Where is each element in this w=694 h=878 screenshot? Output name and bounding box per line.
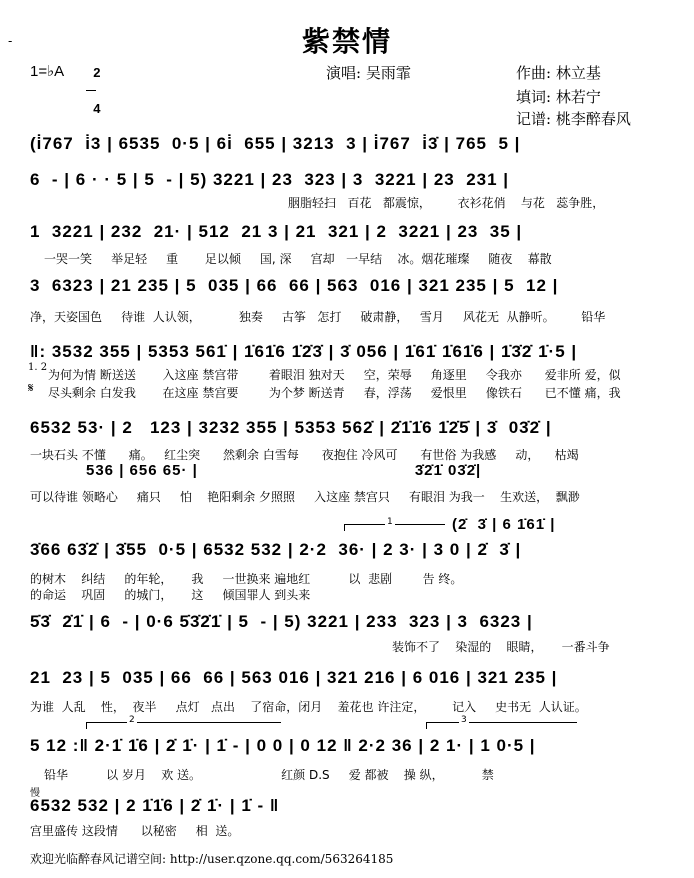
score-line-4: 3 6323 | 21 235 | 5 035 | 66 66 | 563 016 | 321 235 | 5 12 | [30,276,559,295]
time-top: 2 [93,65,101,80]
lyrics-line-8: 装饰不了 染湿的 眼睛， 一番斗争 [392,640,610,654]
key-signature: 1=♭A [30,63,65,80]
lyrics-line-3: 一哭一笑 举足轻 重 足以倾 国, 深 宫却 一早结 冰。烟花璀璨 随夜 幕散 [44,252,552,266]
lyrics-line-2: 胭脂轻扫 百花 都震惊， 衣衫花俏 与花 蕊争胜， [288,196,605,210]
segno-sign: 𝄋 [28,381,34,396]
volta-1-bracket: 1 [344,524,445,531]
lyrics-line-7-verse-1: 的树木 纠结 的年轮， 我 一世换来 遍地红 以 悲剧 告 终。 [30,572,463,586]
volta-3-bracket: 3 [426,722,577,729]
lyrics-line-9: 为谁 人乱 性， 夜半 点灯 点出 了宿命，闭月 羞花也 许注定， 记入 史书无 人认证。 [30,700,587,714]
repeat-ending-mark: 1. 2 [28,362,48,373]
footer-credit: 欢迎光临醉春风记谱空间: http://user.qzone.qq.com/563264185 [30,852,394,866]
lyricist-credit: 填词: 林若宁 [516,88,601,106]
transcriber-credit: 记谱: 桃李醉春风 [516,110,631,128]
composer-credit: 作曲: 林立基 [516,64,601,82]
score-line-6-alt: 536 | 656 65· | 3̇2̇1̇ 03̇2̇| [86,462,482,479]
score-line-5: ‖: 3532 355 | 5353 561̇ | 1̇61̇6 1̇2̇3̇ | 3̇ 056 | 1̇61̇ 1̇61̇6 | 1̇3̇2̇ 1̇·5 | [30,342,578,361]
song-title: 紫禁情 [301,25,392,58]
time-signature [86,56,100,114]
page-mark: - [8,34,13,48]
interlude-notes: (2̇ 3̇ | 6 1̇61̇ | [452,516,556,533]
lyrics-line-6-alt: 可以待谁 领略心 痛只 怕 艳阳剩余 夕照照 入这座 禁宫只 有眼泪 为我一 生欢送， 飘渺 [30,490,580,504]
score-line-8: 5̇3̇ 2̇1̇ | 6 - | 0·6 5̇3̇2̇1̇ | 5 - | 5) 3221 | 233 323 | 3 6323 | [30,612,533,631]
volta-2-bracket: 2 [86,722,281,729]
time-bottom: 4 [93,101,101,116]
lyrics-line-5-verse-1: 为何为情 断送送 入这座 禁宫带 着眼泪 独对天 空，荣辱 角逐里 令我亦 爱非所 爱，似 [48,368,621,382]
score-line-3: 1 3221 | 232 21· | 512 21 3 | 21 321 | 2 3221 | 23 35 | [30,222,523,241]
lyrics-line-4: 净，天姿国色 待谁 人认领， 独奏 古筝 怎打 破肃静， 雪月 风花无 从静听。 铅华 [30,310,606,324]
lyrics-line-5-verse-2: 尽头剩余 白发我 在这座 禁宫要 为个梦 断送青 春，浮荡 爱恨里 像铁石 已不懂 痛，我 [48,386,621,400]
tempo-mark: 慢 [30,788,40,799]
score-line-6: 6532 53· | 2 123 | 3232 355 | 5353 562̇ | 2̇1̇1̇6 1̇2̇5̇ | 3̇ 03̇2̇ | [30,418,552,437]
score-line-9: 21 23 | 5 035 | 66 66 | 563 016 | 321 216 | 6 016 | 321 235 | [30,668,558,687]
score-line-11: 6532 532 | 2 1̇1̇6 | 2̇ 1̇· | 1̇ - ‖ [30,796,280,815]
score-line-1: (i̇767 i̇3 | 6535 0·5 | 6i̇ 655 | 3213 3 | i̇767 i̇3̇ | 765 5 | [30,134,521,153]
lyrics-line-10: 铅华 以 岁月 欢 送。 红颜 D.S 爱 都被 操 纵， 禁 [44,768,494,782]
score-line-7: 3̇66 63̇2̇ | 3̇55 0·5 | 6532 532 | 2·2 36· | 2 3· | 3 0 | 2̇ 3̇ | [30,540,522,559]
score-line-10: 5 12 :‖ 2·1̇ 1̇6 | 2̇ 1̇· | 1̇ - | 0 0 | 0 12 ‖ 2·2 36 | 2 1· | 1 0·5 | [30,736,536,755]
singer-credit: 演唱: 吴雨霏 [326,64,411,82]
lyrics-line-6: 一块石头 不懂 痛。 红尘突 然剩余 白雪每 夜抱住 冷风可 有世俗 为我感 动， 枯竭 [30,448,579,462]
lyrics-line-7-verse-2: 的命运 巩固 的城门， 这 倾国罪人 到头来 [30,588,311,602]
lyrics-line-11: 宫里盛传 这段情 以秘密 相 送。 [30,824,240,838]
score-line-2: 6 - | 6 · · 5 | 5 - | 5) 3221 | 23 323 | 3 3221 | 23 231 | [30,170,510,189]
